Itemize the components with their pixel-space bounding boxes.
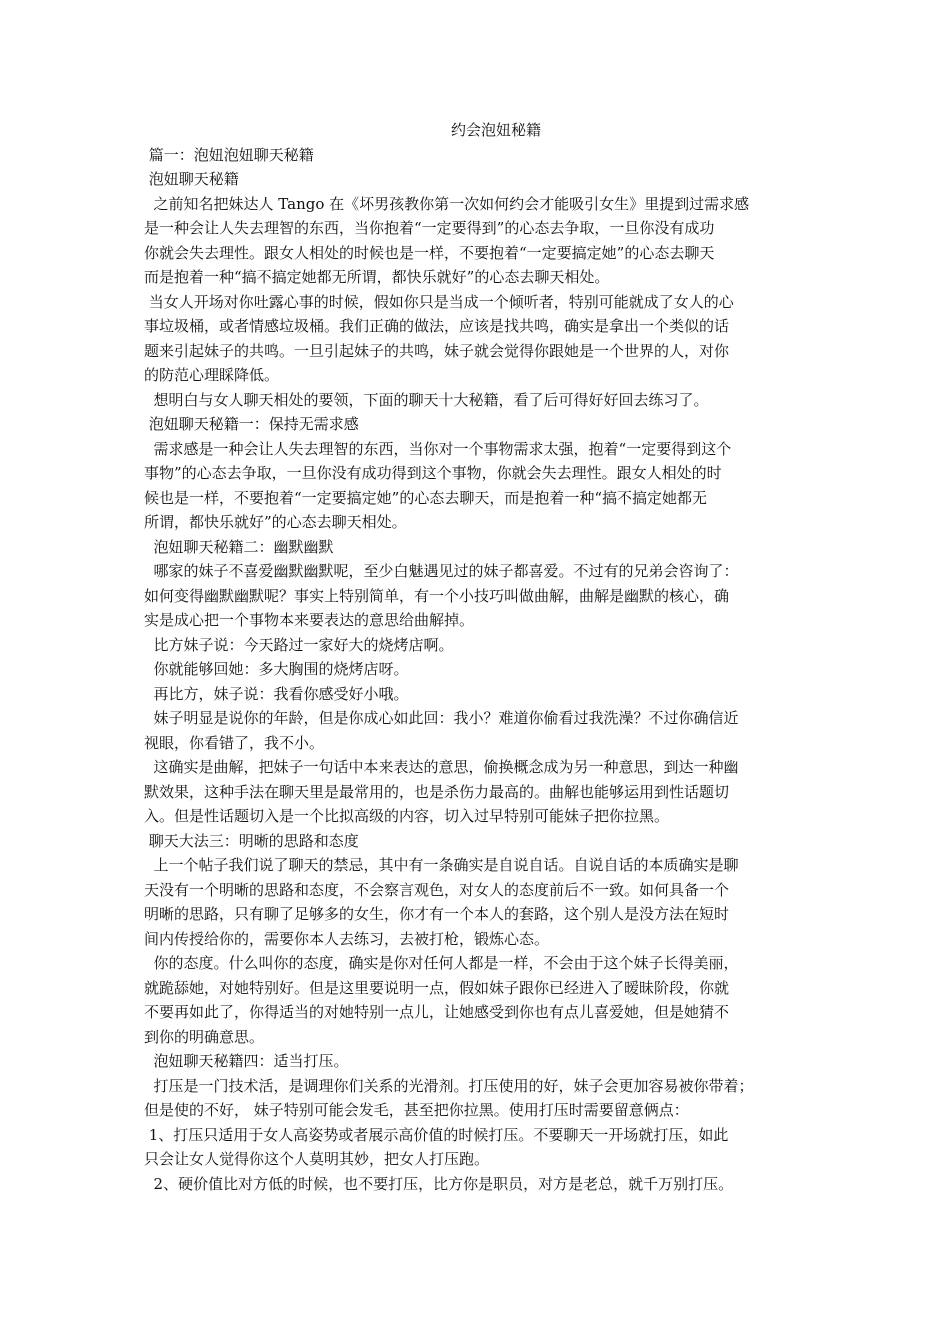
document-line: 打压是一门技术活，是调理你们关系的光滑剂。打压使用的好，妹子会更加容易被你带着； <box>144 1076 754 1095</box>
document-line: 到你的明确意思。 <box>144 1027 265 1046</box>
document-line: 明晰的思路，只有聊了足够多的女生，你才有一个本人的套路，这个别人是没方法在短时 <box>144 905 730 923</box>
document-line: 间内传授给你的，需要你本人去练习，去被打枪，锻炼心态。 <box>144 929 550 948</box>
document-line: 你就会失去理性。跟女人相处的时候也是一样，不要抱着“一定要搞定她”的心态去聊天 <box>144 243 715 262</box>
document-line: 聊天大法三：明晰的思路和态度 <box>144 831 359 850</box>
document-line: 不要再如此了，你得适当的对她特别一点儿，让她感受到你也有点儿喜爱她，但是她猜不 <box>144 1003 730 1021</box>
document-line: 只会让女人觉得你这个人莫明其妙，把女人打压跑。 <box>144 1150 490 1168</box>
document-line: 上一个帖子我们说了聊天的禁忌，其中有一条确实是自说自话。自说自话的本质确实是聊 <box>144 856 739 874</box>
document-line: 2、硬价值比对方低的时候，也不要打压，比方你是职员，对方是老总，就千万别打压。 <box>144 1174 734 1193</box>
document-line: 就跪舔她，对她特别好。但是这里要说明一点，假如妹子跟你已经进入了暧昧阶段，你就 <box>144 978 730 997</box>
document-line: 是一种会让人失去理智的东西，当你抱着“一定要得到”的心态去争取，一旦你没有成功 <box>144 219 715 237</box>
document-line: 你的态度。什么叫你的态度，确实是你对任何人都是一样，不会由于这个妹子长得美丽， <box>144 954 739 972</box>
document-line: 所谓，都快乐就好”的心态去聊天相处。 <box>144 513 407 531</box>
document-line: 候也是一样，不要抱着“一定要搞定她”的心态去聊天，而是抱着一种“搞不搞定她都无 <box>144 488 708 507</box>
document-title: 约会泡妞秘籍 <box>450 121 541 139</box>
document-line: 需求感是一种会让人失去理智的东西，当你对一个事物需求太强，抱着“一定要得到这个 <box>144 439 732 458</box>
document-line: 泡妞聊天秘籍 <box>144 170 239 188</box>
document-line: 但是使的不好， 妹子特别可能会发毛，甚至把你拉黑。使用打压时需要留意俩点： <box>144 1101 689 1119</box>
document-line: 篇一：泡妞泡妞聊天秘籍 <box>144 145 314 164</box>
document-line: 实是成心把一个事物本来要表达的意思给曲解掉。 <box>144 611 475 629</box>
document-line: 事垃圾桶，或者情感垃圾桶。我们正确的做法，应该是找共鸣，确实是拿出一个类似的话 <box>144 317 730 335</box>
document-body <box>144 143 808 1197</box>
document-line: 的防范心理睬降低。 <box>144 366 280 384</box>
document-page <box>144 118 808 1196</box>
document-line: 泡妞聊天秘籍四：适当打压。 <box>144 1052 349 1070</box>
document-line: 事物”的心态去争取，一旦你没有成功得到这个事物，你就会失去理性。跟女人相处的时 <box>144 464 722 482</box>
document-line: 泡妞聊天秘籍二：幽默幽默 <box>144 537 334 556</box>
document-line: 比方妹子说：今天路过一家好大的烧烤店啊。 <box>144 635 454 654</box>
document-line: 天没有一个明晰的思路和态度，不会察言观色，对女人的态度前后不一致。如何具备一个 <box>144 880 730 899</box>
document-line: 想明白与女人聊天相处的要领，下面的聊天十大秘籍，看了后可得好好回去练习了。 <box>144 390 709 409</box>
document-line: 默效果，这种手法在聊天里是最常用的，也是杀伤力最高的。曲解也能够运用到性话题切 <box>144 782 730 801</box>
document-line: 而是抱着一种“搞不搞定她都无所谓，都快乐就好”的心态去聊天相处。 <box>144 268 610 286</box>
document-line: 再比方，妹子说：我看你感受好小哦。 <box>144 684 409 703</box>
document-line: 题来引起妹子的共鸣。一旦引起妹子的共鸣，妹子就会觉得你跟她是一个世界的人，对你 <box>144 341 730 360</box>
document-line: 泡妞聊天秘籍一：保持无需求感 <box>144 415 359 433</box>
document-line: 妹子明显是说你的年龄，但是你成心如此回：我小？难道你偷看过我洗澡？不过你确信近 <box>144 709 739 727</box>
document-line: 你就能够回她：多大胸围的烧烤店呀。 <box>144 660 409 678</box>
document-line: 1、打压只适用于女人高姿势或者展示高价值的时候打压。不要聊天一开场就打压，如此 <box>144 1125 729 1144</box>
document-line: 入。但是性话题切入是一个比拟高级的内容，切入过早特别可能妹子把你拉黑。 <box>144 807 670 825</box>
document-line: 当女人开场对你吐露心事的时候，假如你只是当成一个倾听者，特别可能就成了女人的心 <box>144 292 734 311</box>
document-line: 视眼，你看错了，我不小。 <box>144 733 325 752</box>
document-line: 如何变得幽默幽默呢？事实上特别简单，有一个小技巧叫做曲解，曲解是幽默的核心，确 <box>144 586 730 605</box>
document-line: 哪家的妹子不喜爱幽默幽默呢，至少白魅遇见过的妹子都喜爱。不过有的兄弟会咨询了： <box>144 562 739 580</box>
document-line: 之前知名把妹达人 Tango 在《坏男孩教你第一次如何约会才能吸引女生》里提到过需求感 <box>144 194 750 213</box>
document-line: 这确实是曲解，把妹子一句话中本来表达的意思，偷换概念成为另一种意思，到达一种幽 <box>144 758 739 776</box>
